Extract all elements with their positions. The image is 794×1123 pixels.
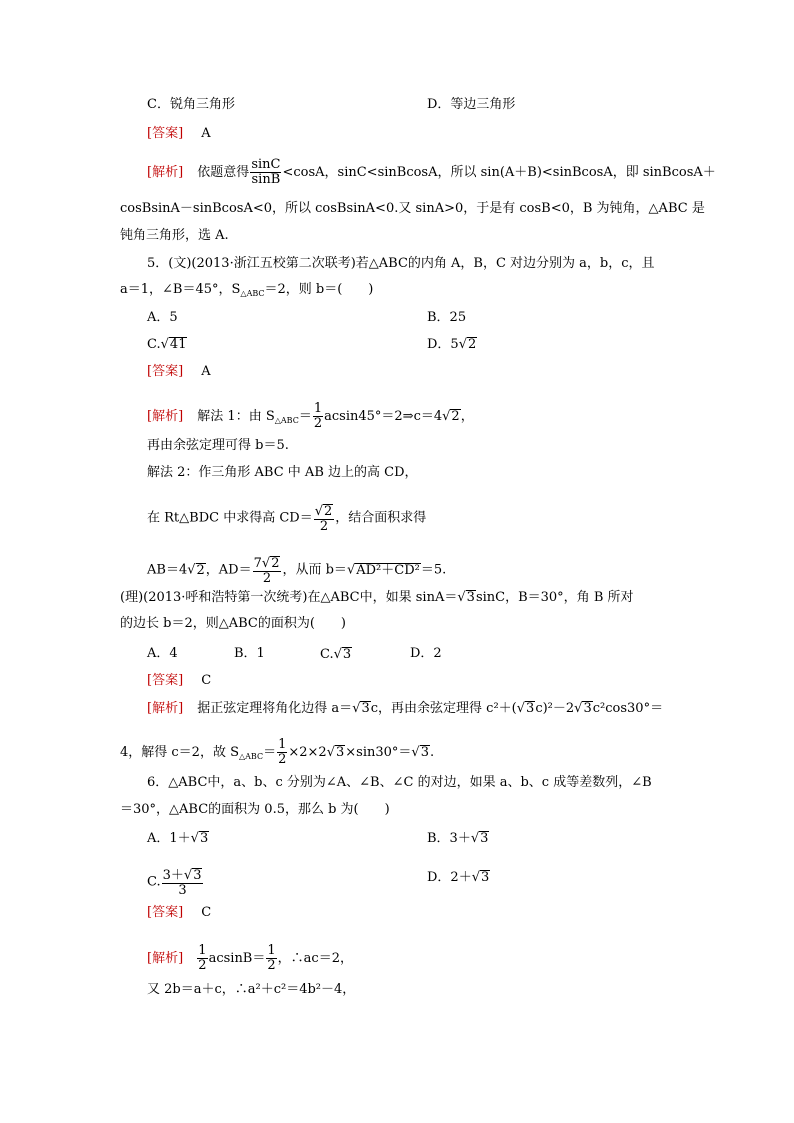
answer-tag: [答案] <box>147 364 184 379</box>
analysis-tag: [解析] <box>147 409 184 424</box>
q5li-answer-line <box>147 672 211 690</box>
q5-method2-line2: 在 Rt△BDC 中求得高 CD＝ $\frac{√2}{2}$ ，结合面积求得 <box>147 504 427 534</box>
q5-option-b: B．25 <box>427 310 467 325</box>
answer-value: C <box>201 905 212 920</box>
q5li-option-c: C.√3 <box>320 647 352 662</box>
q5li-option-b: B．1 <box>234 646 265 661</box>
sqrt: 3 <box>583 701 592 716</box>
fraction: $\frac{1}{2}$ <box>267 943 276 973</box>
q6-analysis-line2: 又 2b＝a＋c，∴a²＋c²＝4b²－4， <box>147 982 356 997</box>
q5-option-d: D．5√2 <box>427 337 477 352</box>
sqrt: 2 <box>451 409 460 424</box>
q6-stem-line2: ＝30°，△ABC的面积为 0.5，那么 b 为( ) <box>120 802 390 817</box>
answer-value: A <box>201 364 211 379</box>
q4-option-c: C．锐角三角形 <box>147 97 235 112</box>
q5li-stem-line2: 的边长 b＝2，则△ABC的面积为( ) <box>120 616 346 631</box>
sqrt: 2 <box>196 562 205 578</box>
q5-analysis-line2: 再由余弦定理可得 b＝5. <box>147 438 289 453</box>
q5li-analysis-line2: 4，解得 c＝2，故 $S_{\triangle ABC}=$ $\frac{1}{2}$ ×2×2√3×sin30°＝√3. <box>120 737 435 767</box>
sqrt: AD²＋CD² <box>356 562 420 578</box>
answer-tag: [答案] <box>147 905 184 920</box>
sqrt: 2 <box>271 556 280 571</box>
fraction: $\frac{3+√3}{3}$ <box>162 868 202 898</box>
sqrt: 3 <box>361 701 370 716</box>
q5li-stem-line1: (理)(2013·呼和浩特第一次统考)在△ABC中，如果 sinA＝√3sinC，B＝30°，角 B 所对 <box>120 590 634 605</box>
fraction: $\frac{1}{2}$ <box>313 401 323 431</box>
q6-answer-line <box>147 904 211 922</box>
q4-option-d: D．等边三角形 <box>427 97 516 112</box>
q4-answer-line <box>147 125 211 143</box>
sqrt: 3 <box>481 870 490 885</box>
sqrt: 41 <box>169 337 187 352</box>
analysis-tag: [解析] <box>147 165 184 180</box>
answer-value: C <box>201 673 212 688</box>
fraction: $\frac{\sin C}{\sin B}$ <box>251 157 281 187</box>
sqrt: 3 <box>342 647 352 662</box>
sqrt: 3 <box>526 701 535 716</box>
q5-answer-line <box>147 363 211 381</box>
q5-analysis-line1: [解析] 解法 1：由 $S_{\triangle ABC}=$ $\frac{1}{2}$ acsin45°＝2⇒c＝4√2， <box>147 401 474 431</box>
answer-tag: [答案] <box>147 126 184 141</box>
q4-analysis-line3: 钝角三角形，选 A. <box>120 228 229 243</box>
sqrt: 3 <box>193 868 202 883</box>
q5-stem-line2: a＝1，∠B＝45°，$S_{\triangle ABC}=2$，则 b＝( ) <box>120 282 374 298</box>
q5li-option-a: A．4 <box>147 646 178 661</box>
fraction: $\frac{√2}{2}$ <box>314 504 333 534</box>
sqrt: 3 <box>420 745 429 760</box>
q5-stem-line1: 5．(文)(2013·浙江五校第二次联考)若△ABC的内角 A，B，C 对边分别为 a，b，c，且 <box>147 256 655 271</box>
q6-analysis-line1: [解析] $\frac{1}{2}$ acsinB＝ $\frac{1}{2}$ ，∴ac＝2， <box>147 943 353 973</box>
fraction: $\frac{1}{2}$ <box>278 737 287 767</box>
q5-method2-line1: 解法 2：作三角形 ABC 中 AB 边上的高 CD， <box>147 465 418 480</box>
q5-method2-line3: AB＝4√2，AD＝ $\frac{7√2}{2}$ ，从而 b＝√AD²＋CD²＝5. <box>147 556 447 586</box>
q6-stem-line1: 6．△ABC中，a、b、c 分别为∠A、∠B、∠C 的对边，如果 a、b、c 成等差数列，∠B <box>147 775 652 790</box>
sqrt: 3 <box>336 745 345 760</box>
analysis-tag: [解析] <box>147 701 184 716</box>
q6-option-a: A．1＋√3 <box>147 831 209 846</box>
analysis-tag: [解析] <box>147 951 184 966</box>
q6-option-b: B．3＋√3 <box>427 831 489 846</box>
q5-option-a: A．5 <box>147 310 178 325</box>
fraction: $\frac{7√2}{2}$ <box>253 556 280 586</box>
q5li-analysis-line1: [解析] 据正弦定理将角化边得 a＝√3c，再由余弦定理得 c²＋(√3c)²－2√3c²cos30°＝ <box>147 701 664 716</box>
sqrt: 2 <box>324 504 333 519</box>
q6-option-c: C. $\frac{3+√3}{3}$ <box>147 868 202 898</box>
sqrt: 3 <box>480 831 489 846</box>
q4-analysis-line1: [解析] 依题意得 $\frac{\sin C}{\sin B}$ <cosA，sinC<sinBcosA，所以 sin(A＋B)<sinBcosA，即 sinBcosA＋ <box>147 157 716 187</box>
answer-tag: [答案] <box>147 673 184 688</box>
sqrt: 3 <box>199 831 209 846</box>
q5-option-c: C.√41 <box>147 337 187 352</box>
fraction: $\frac{1}{2}$ <box>198 943 207 973</box>
answer-value: A <box>201 126 211 141</box>
sqrt: 3 <box>466 590 475 605</box>
q5li-option-d: D．2 <box>410 646 442 661</box>
q6-option-d: D．2＋√3 <box>427 870 490 885</box>
sqrt: 2 <box>468 337 477 352</box>
q4-analysis-line2: cosBsinA－sinBcosA<0，所以 cosBsinA<0.又 sinA>0，于是有 cosB<0，B 为钝角，△ABC 是 <box>120 201 705 216</box>
